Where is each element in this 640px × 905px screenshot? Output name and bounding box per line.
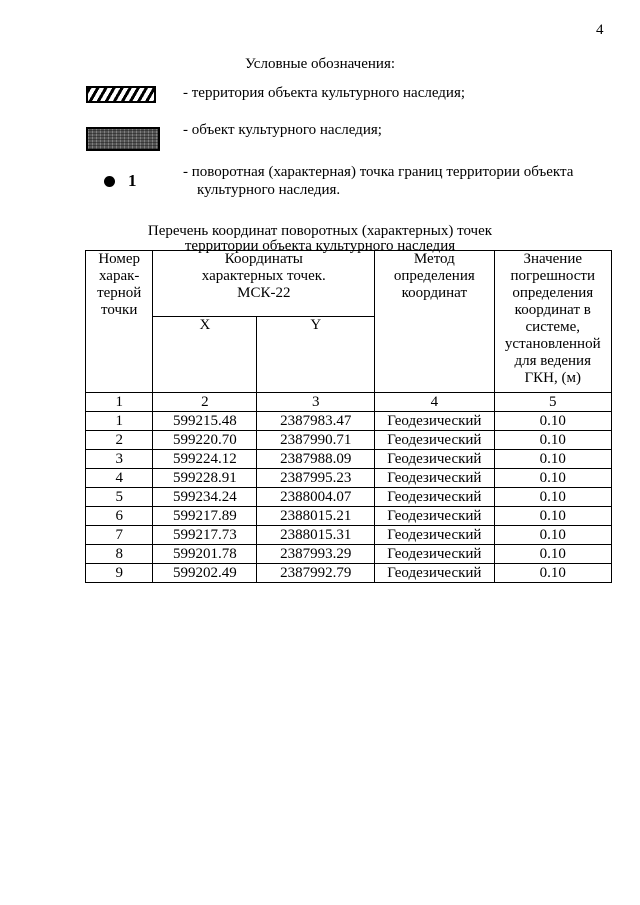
- table-row: [86, 469, 612, 488]
- cell-point-number: 3: [86, 450, 153, 469]
- header-point-number: Номер харак- терной точки: [86, 251, 153, 393]
- cell-method: Геодезический: [375, 545, 494, 564]
- page-number: 4: [596, 22, 604, 38]
- cell-point-number: 5: [86, 488, 153, 507]
- table-row: [86, 545, 612, 564]
- cell-x: 599224.12: [153, 450, 257, 469]
- table-row: [86, 412, 612, 431]
- cell-error: 0.10: [494, 431, 611, 450]
- legend-text-point: [183, 163, 603, 199]
- header-y: Y: [257, 317, 375, 393]
- cell-method: Геодезический: [375, 526, 494, 545]
- cell-x: 599201.78: [153, 545, 257, 564]
- cell-x: 599217.73: [153, 526, 257, 545]
- column-number: 1: [86, 393, 153, 412]
- cell-x: 599234.24: [153, 488, 257, 507]
- cell-x: 599215.48: [153, 412, 257, 431]
- table-row: [86, 564, 612, 583]
- cell-error: 0.10: [494, 412, 611, 431]
- cell-error: 0.10: [494, 564, 611, 583]
- coordinates-table: [85, 250, 612, 583]
- header-method: Метод определения координат: [375, 251, 494, 393]
- legend-text-object: - объект культурного наследия;: [183, 122, 382, 138]
- dark-rectangle-icon: [86, 127, 160, 151]
- column-number: 5: [494, 393, 611, 412]
- table-row: [86, 488, 612, 507]
- column-number: 3: [257, 393, 375, 412]
- cell-method: Геодезический: [375, 564, 494, 583]
- cell-error: 0.10: [494, 469, 611, 488]
- cell-point-number: 4: [86, 469, 153, 488]
- hatched-rectangle-icon: [86, 86, 156, 103]
- cell-error: 0.10: [494, 526, 611, 545]
- cell-x: 599202.49: [153, 564, 257, 583]
- cell-y: 2387990.71: [257, 431, 375, 450]
- cell-point-number: 2: [86, 431, 153, 450]
- cell-error: 0.10: [494, 450, 611, 469]
- legend-text-point-line1: - поворотная (характерная) точка границ территории объекта: [183, 164, 574, 180]
- cell-x: 599220.70: [153, 431, 257, 450]
- cell-method: Геодезический: [375, 507, 494, 526]
- cell-point-number: 8: [86, 545, 153, 564]
- cell-method: Геодезический: [375, 431, 494, 450]
- cell-error: 0.10: [494, 507, 611, 526]
- cell-y: 2387995.23: [257, 469, 375, 488]
- cell-y: 2388015.21: [257, 507, 375, 526]
- column-number: 4: [375, 393, 494, 412]
- header-coordinates: Координаты характерных точек. МСК-22: [153, 251, 375, 317]
- cell-y: 2387992.79: [257, 564, 375, 583]
- cell-method: Геодезический: [375, 488, 494, 507]
- legend-text-point-line2: культурного наследия.: [197, 182, 341, 198]
- cell-y: 2388015.31: [257, 526, 375, 545]
- table-row: [86, 450, 612, 469]
- column-number: 2: [153, 393, 257, 412]
- cell-y: 2387988.09: [257, 450, 375, 469]
- cell-method: Геодезический: [375, 450, 494, 469]
- cell-y: 2387993.29: [257, 545, 375, 564]
- cell-point-number: 6: [86, 507, 153, 526]
- legend-title: Условные обозначения:: [244, 56, 396, 72]
- table-title-line1: Перечень координат поворотных (характерных) точек: [147, 223, 493, 239]
- legend-point-label: 1: [128, 171, 137, 190]
- cell-y: 2388004.07: [257, 488, 375, 507]
- cell-error: 0.10: [494, 488, 611, 507]
- cell-method: Геодезический: [375, 412, 494, 431]
- cell-point-number: 9: [86, 564, 153, 583]
- header-error: Значение погрешности определения координат в системе, установленной для ведения ГКН, (м): [494, 251, 611, 393]
- cell-method: Геодезический: [375, 469, 494, 488]
- legend-text-territory: - территория объекта культурного наследия;: [183, 85, 466, 101]
- table-title-line2: территории объекта культурного наследия: [184, 238, 456, 254]
- cell-error: 0.10: [494, 545, 611, 564]
- cell-point-number: 1: [86, 412, 153, 431]
- cell-x: 599217.89: [153, 507, 257, 526]
- cell-y: 2387983.47: [257, 412, 375, 431]
- table-row: [86, 431, 612, 450]
- header-x: X: [153, 317, 257, 393]
- table-row: [86, 526, 612, 545]
- cell-x: 599228.91: [153, 469, 257, 488]
- cell-point-number: 7: [86, 526, 153, 545]
- table-row: [86, 507, 612, 526]
- filled-circle-icon: [104, 176, 115, 187]
